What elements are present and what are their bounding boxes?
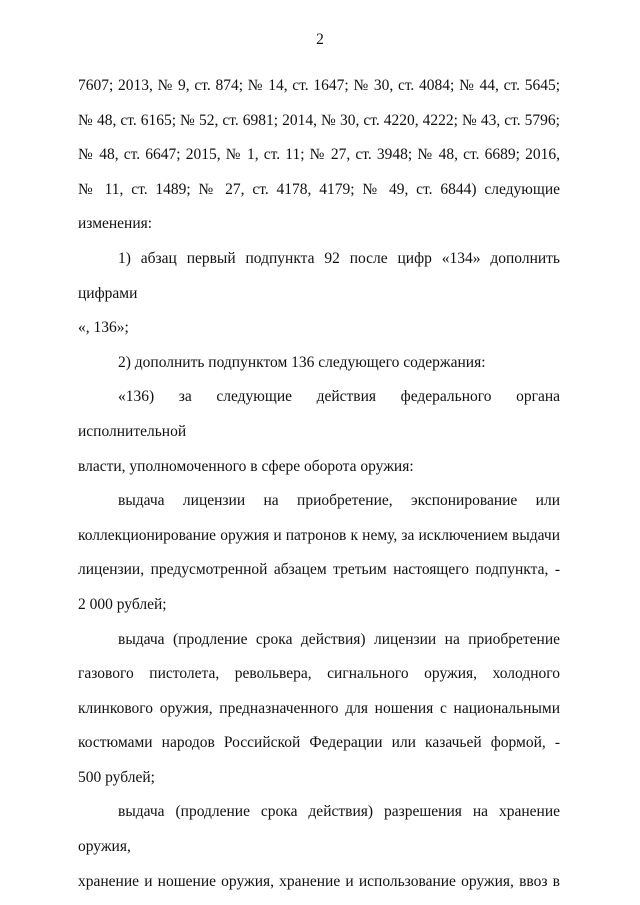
text-line: «, 136»; <box>78 319 129 337</box>
text-line: № 48, ст. 6165; № 52, ст. 6981; 2014, № 30, ст. 4220, 4222; № 43, ст. 5796; <box>78 111 560 129</box>
text-line: газового пистолета, револьвера, сигнального оружия, холодного <box>78 665 560 683</box>
text-line: 500 рублей; <box>78 768 155 786</box>
text-line: 2 000 рублей; <box>78 595 167 613</box>
text-line: № 11, ст. 1489; № 27, ст. 4178, 4179; № 49, ст. 6844) следующие <box>78 180 560 198</box>
text-line: костюмами народов Российской Федерации или казачьей формой, - <box>78 734 560 752</box>
text-line: клинкового оружия, предназначенного для ношения с национальными <box>78 699 560 717</box>
text-line: «136) за следующие действия федерального органа исполнительной <box>78 388 560 440</box>
text-line: хранение и ношение оружия, хранение и использование оружия, ввоз в <box>78 872 560 890</box>
page-number: 2 <box>316 31 324 48</box>
text-line: 7607; 2013, № 9, ст. 874; № 14, ст. 1647; № 30, ст. 4084; № 44, ст. 5645; <box>78 77 560 94</box>
text-line: лицензии, предусмотренной абзацем третьим настоящего подпункта, - <box>78 561 560 579</box>
text-line: власти, уполномоченного в сфере оборота оружия: <box>78 457 414 475</box>
text-line: 2) дополнить подпунктом 136 следующего содержания: <box>118 353 486 371</box>
text-line: 1) абзац первый подпункта 92 после цифр «134» дополнить цифрами <box>78 249 560 302</box>
text-line: выдача лицензии на приобретение, экспонирование или <box>118 492 560 510</box>
text-line: коллекционирование оружия и патронов к нему, за исключением выдачи <box>78 526 560 544</box>
text-line: выдача (продление срока действия) разрешения на хранение оружия, <box>78 803 560 856</box>
text-line: изменения: <box>78 215 153 233</box>
document-body <box>78 69 560 899</box>
text-line: № 48, ст. 6647; 2015, № 1, ст. 11; № 27, ст. 3948; № 48, ст. 6689; 2016, <box>78 146 560 164</box>
text-line: выдача (продление срока действия) лицензии на приобретение <box>118 630 560 648</box>
